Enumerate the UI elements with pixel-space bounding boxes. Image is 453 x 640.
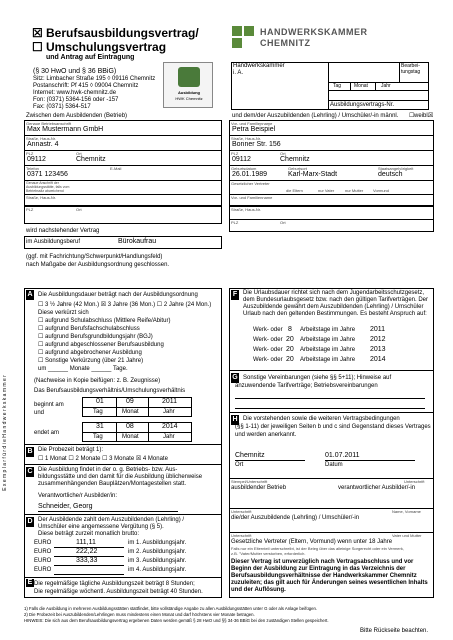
page-subtitle: Umschulungsvertrag: [46, 40, 167, 54]
employer-addr2-box: [24, 206, 222, 224]
phone: Fon: (0371) 5364-156 oder -157: [33, 97, 119, 103]
title-checkbox-2[interactable]: ☐: [32, 40, 43, 54]
sig-trainee[interactable]: die/der Auszubildende (Lehrling) / Umschüler/-in: [231, 515, 360, 521]
logo-icon: [232, 26, 242, 36]
website: Internet: www.hwk-chemnitz.de: [33, 90, 117, 96]
vac-year-1[interactable]: 2011: [370, 326, 386, 333]
employer-section: Zwischen dem Ausbildenden (Betrieb): [26, 113, 128, 119]
address-line-2: Postanschrift: Pf 415 ◊ 09004 Chemnitz: [33, 83, 139, 89]
badge-icon: [178, 67, 200, 87]
law-ref: (§ 30 HwO und § 36 BBiG): [33, 68, 117, 75]
trainee-name[interactable]: Petra Beispiel: [232, 126, 276, 133]
vac-year-3[interactable]: 2013: [370, 346, 386, 353]
sign-date[interactable]: 01.07.2011: [325, 452, 360, 459]
vacation-text: Die Urlaubsdauer richtet sich nach dem Jugendarbeitsschutzgesetz, dem Bundesurlaubsgesetz bzw. nach den gültigen Tarifverträgen. Der Auszubildende gewährt dem Auszubildenden (Lehrling) / Umschüler Urlaub nach den geltenden Bestimmungen. Es besteht Anspruch auf:: [243, 290, 429, 317]
contract-intro: wird nachstehender Vertrag: [26, 228, 100, 234]
page-title: Berufsausbildungsvertrag/: [46, 26, 199, 40]
trainee-pob[interactable]: Karl-Marx-Stadt: [288, 171, 338, 178]
org-name-2: CHEMNITZ: [260, 38, 311, 48]
maennl-check[interactable]: ☐: [409, 113, 415, 119]
end-day[interactable]: 31: [96, 423, 104, 430]
employer-name[interactable]: Max Mustermann GmbH: [27, 126, 104, 133]
sig-guardian[interactable]: Gesetzliche Vertreter (Eltern, Vormund) wenn unter 18 Jahre: [231, 539, 393, 545]
bearb-label: Bearbei-tungstag: [401, 63, 421, 75]
employer-street[interactable]: Annastr. 4: [27, 141, 59, 148]
chamber-ia: i. A.: [233, 70, 244, 76]
trainee-section: und dem/der Auszubildenden (Lehrling) / Umschüler/-in männl.: [232, 113, 399, 119]
pay-year-3[interactable]: 333,33: [76, 557, 98, 564]
vac-days-2[interactable]: 20: [286, 336, 294, 343]
begin-year[interactable]: 2011: [162, 398, 178, 405]
pay-year-1[interactable]: 111,11: [76, 539, 96, 546]
chamber-label: Handwerkskammer: [233, 63, 285, 69]
footnote-hinweis: HINWEIS: Die sich aus dem Berufsausbildungsvertrag ergebenen Daten werden gemäß § 28 HwO und §§ 34-36 BBiG bei den zuständigen Stellen gespeichert.: [24, 618, 329, 623]
begin-month[interactable]: 09: [126, 398, 134, 405]
logo-icon-3: [244, 26, 254, 36]
footnote-1: 1) Falls die Ausbildung in mehreren Ausbildungsstätten stattfindet, bitte vollständige Angabe zu allen Ausbildungsstätten unter G oder als Anlage beifügen.: [24, 606, 318, 611]
sign-place[interactable]: Chemnitz: [235, 452, 265, 459]
end-year[interactable]: 2014: [162, 423, 178, 430]
probation-options[interactable]: ☐ 1 Monat ☐ 2 Monate ☐ 3 Monate ☒ 4 Monate: [38, 456, 168, 462]
sig-trainer[interactable]: verantwortlicher Ausbilder/-in: [338, 485, 416, 491]
logo-icon-2: [232, 38, 242, 48]
trainee-plz[interactable]: 09112: [232, 156, 251, 163]
vac-year-2[interactable]: 2012: [370, 336, 386, 343]
footnote-2: 2) Die Probezeit bei Auszubildenden/Lehrlingen muss mindestens einen Monat und darf höchstens vier Monate betragen.: [24, 612, 255, 617]
back-note: Bitte Rückseite beachten.: [360, 628, 429, 634]
trainee-street[interactable]: Bonner Str. 156: [232, 141, 281, 148]
trainee-nationality[interactable]: deutsch: [378, 171, 403, 178]
vac-days-3[interactable]: 20: [286, 346, 294, 353]
sig-employer[interactable]: ausbildender Betrieb: [231, 485, 287, 491]
org-name-1: HANDWERKSKAMMER: [260, 27, 368, 37]
end-month[interactable]: 08: [126, 423, 134, 430]
begin-day[interactable]: 01: [96, 398, 104, 405]
employer-plz[interactable]: 09112: [27, 156, 46, 163]
fax: Fax: (0371) 5364-517: [33, 104, 91, 110]
side-label: E x e m p l a r f ü r d i e H a n d w e r k s k a m m e r: [2, 375, 8, 491]
vac-days-4[interactable]: 20: [286, 356, 294, 363]
employer-ort[interactable]: Chemnitz: [76, 156, 106, 163]
vac-days-1[interactable]: 8: [288, 326, 292, 333]
trainee-dob[interactable]: 26.01.1989: [232, 171, 268, 178]
occupation-value[interactable]: Bürokaufrau: [118, 238, 157, 245]
vac-year-4[interactable]: 2014: [370, 356, 386, 363]
employer-phone[interactable]: 0371 123456: [27, 171, 68, 178]
pay-year-2[interactable]: 222,22: [76, 548, 98, 555]
certification-badge: Ausbildung HWK Chemnitz: [163, 62, 213, 108]
weibl-check[interactable]: ☒: [428, 113, 434, 119]
address-line-1: Sitz: Limbacher Straße 195 ◊ 09116 Chemnitz: [33, 76, 156, 82]
vertragsnr-label: Ausbildungsvertrags-Nr.: [330, 102, 395, 108]
trainee-ort[interactable]: Chemnitz: [280, 156, 310, 163]
title-checkbox-1[interactable]: ☒: [32, 26, 43, 40]
subtitle-antrag: und Antrag auf Eintragung: [46, 54, 135, 61]
duration-options[interactable]: ☐ 3 ½ Jahre (42 Mon.) ☒ 3 Jahre (36 Mon.) ☐ 2 Jahre (24 Mon.): [38, 302, 212, 308]
trainer-name[interactable]: Schneider, Georg: [38, 503, 93, 510]
